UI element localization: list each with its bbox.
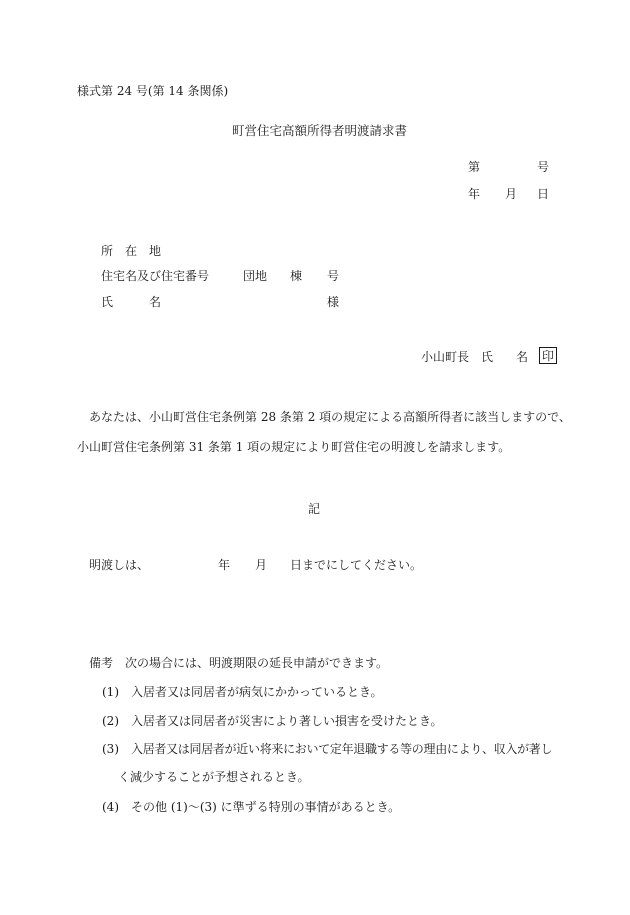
- form-number: 様式第 24 号(第 14 条関係): [77, 84, 229, 98]
- date-month-label: 月: [505, 187, 518, 201]
- deadline-month: 月: [255, 558, 268, 572]
- danchi-label: 団地: [243, 269, 268, 283]
- deadline-suffix: 日までにしてください。: [290, 558, 423, 572]
- housing-label: 住宅名及び住宅番号: [101, 269, 210, 283]
- body-line-2: 小山町営住宅条例第 31 条第 1 項の規定により町営住宅の明渡しを請求します。: [77, 440, 511, 454]
- doc-number-suffix: 号: [537, 160, 550, 174]
- date-year-label: 年: [468, 187, 481, 201]
- note-item-4-number: (4): [102, 800, 119, 814]
- doc-number-prefix: 第: [468, 160, 481, 174]
- notes-heading: 備考 次の場合には、明渡期限の延長申請ができます。: [89, 656, 389, 670]
- note-item-3-number: (3): [102, 742, 119, 756]
- room-label: 号: [327, 269, 340, 283]
- seal-box: [538, 347, 557, 364]
- date-day-label: 日: [537, 187, 550, 201]
- note-item-1-text: 入居者又は同居者が病気にかかっているとき。: [131, 685, 383, 699]
- note-item-3-text: 入居者又は同居者が近い将来において定年退職する等の理由により、収入が著し: [131, 742, 553, 756]
- issuer-title: 小山町長: [421, 350, 470, 364]
- note-item-2-text: 入居者又は同居者が災害により著しい損害を受けたとき。: [131, 714, 443, 728]
- note-item-3-continuation: く減少することが予想されるとき。: [118, 770, 310, 784]
- deadline-year: 年: [218, 558, 231, 572]
- building-label: 棟: [290, 269, 303, 283]
- honorific-label: 様: [327, 295, 340, 309]
- note-item-2-number: (2): [102, 714, 119, 728]
- note-item-1-number: (1): [102, 685, 119, 699]
- issuer-name-label-2: 名: [516, 350, 529, 364]
- location-label: 所 在 地: [101, 244, 162, 258]
- document-title: 町営住宅高額所得者明渡請求書: [232, 123, 408, 138]
- issuer-name-label-1: 氏: [481, 350, 494, 364]
- seal-mark: 印: [539, 347, 557, 364]
- ki-heading: 記: [308, 502, 321, 516]
- note-item-4-text: その他 (1)～(3) に準ずる特別の事情があるとき。: [131, 800, 401, 814]
- deadline-prefix: 明渡しは、: [89, 558, 150, 572]
- name-label: 氏 名: [101, 295, 162, 309]
- body-line-1: あなたは、小山町営住宅条例第 28 条第 2 項の規定による高額所得者に該当しますので、: [89, 410, 571, 424]
